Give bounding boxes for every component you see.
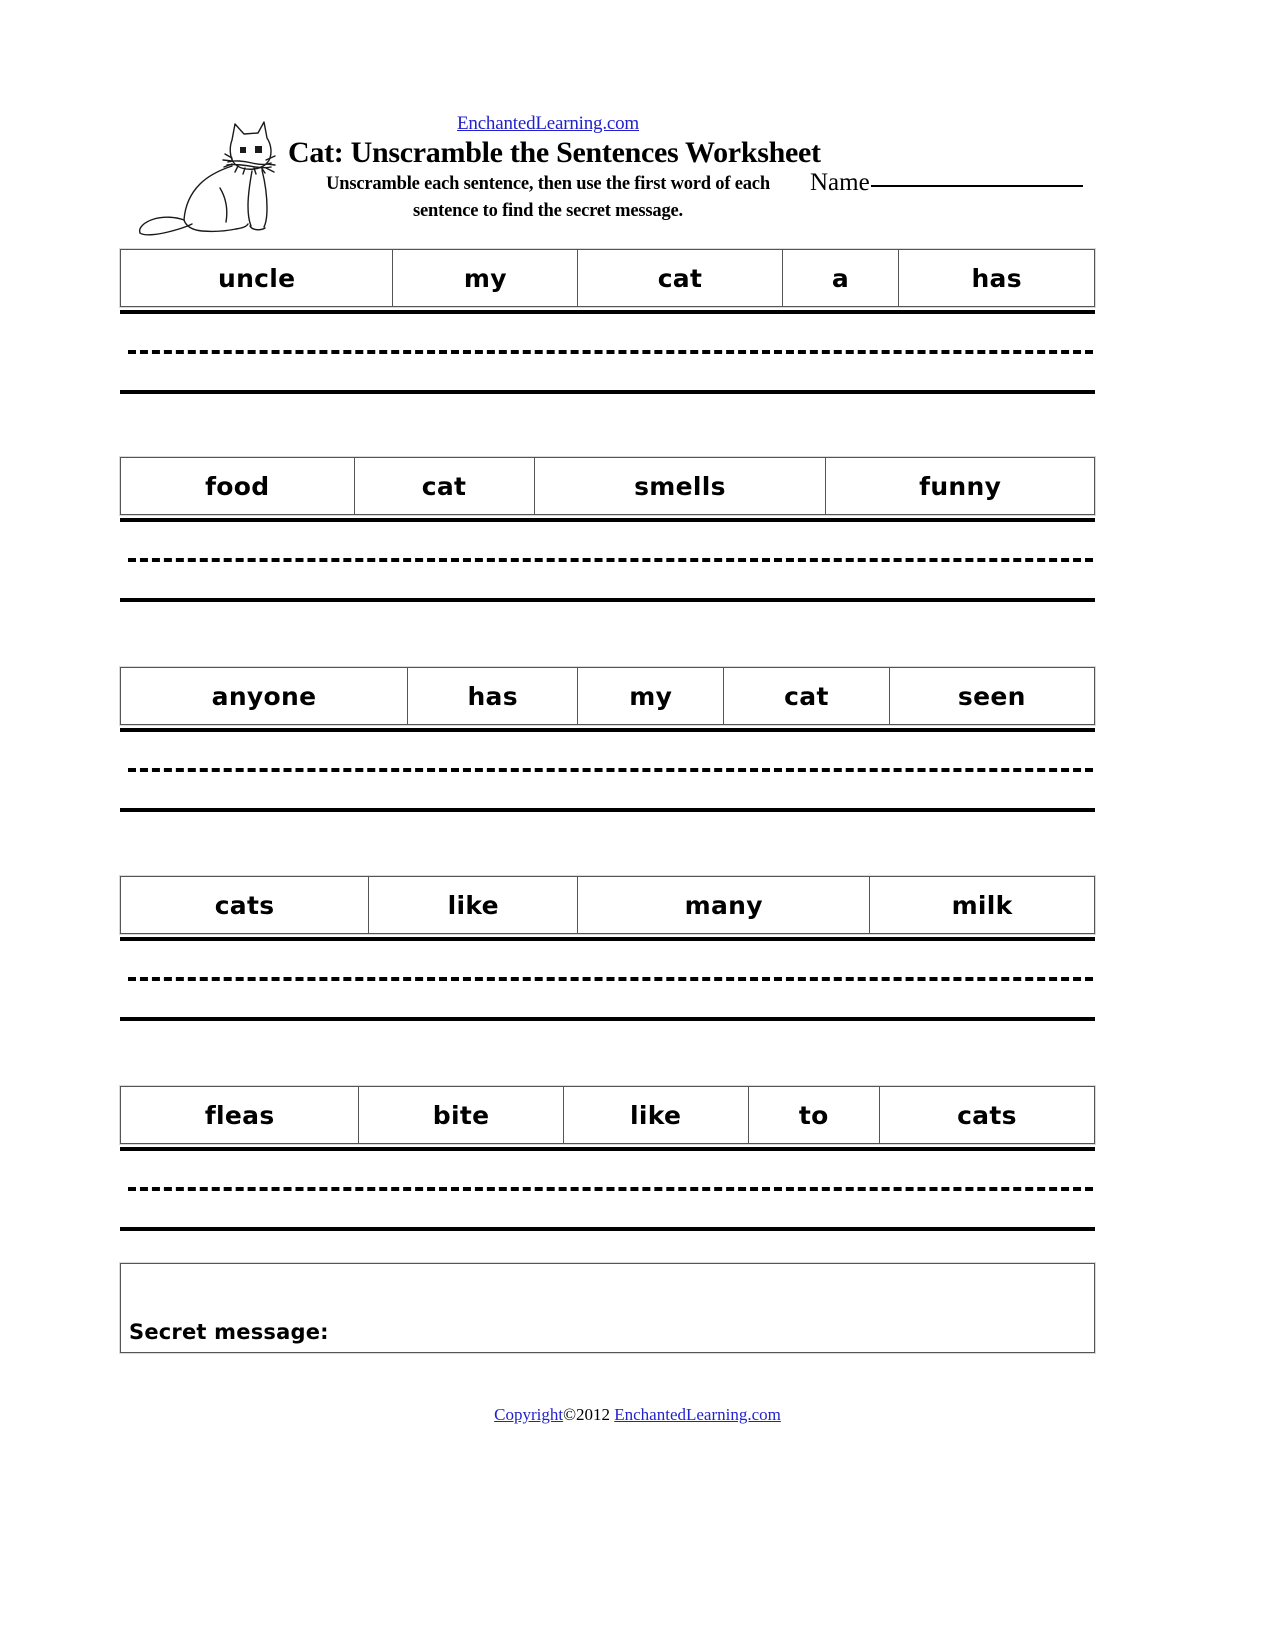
word-cell[interactable]: a [783, 250, 900, 306]
word-cell[interactable]: anyone [121, 668, 408, 724]
instructions-line-2: sentence to find the secret message. [413, 201, 683, 221]
word-cell[interactable]: cats [957, 1100, 1017, 1130]
word-cell[interactable]: food [121, 458, 355, 514]
writing-line-top [120, 728, 1095, 732]
scramble-row-2 [120, 457, 1095, 515]
writing-line-mid-dashed [128, 350, 1093, 354]
writing-line-top [120, 1147, 1095, 1151]
writing-line-mid-dashed [128, 558, 1093, 562]
scramble-row-3 [120, 667, 1095, 725]
word-cell[interactable]: funny [919, 471, 1002, 501]
writing-lines-1[interactable] [120, 310, 1095, 394]
word-cell[interactable]: seen [957, 681, 1026, 711]
writing-line-top [120, 518, 1095, 522]
secret-message-box[interactable] [120, 1263, 1095, 1353]
writing-line-mid-dashed [128, 977, 1093, 981]
worksheet-header [120, 112, 1095, 240]
word-cell[interactable]: cat [578, 250, 782, 306]
page-title: Cat: Unscramble the Sentences Worksheet [288, 136, 821, 169]
scramble-row-4 [120, 876, 1095, 934]
site-link[interactable]: EnchantedLearning.com [456, 113, 640, 134]
word-cell[interactable]: cat [724, 668, 889, 724]
instructions-line-1: Unscramble each sentence, then use the first word of each [326, 174, 770, 194]
word-cell[interactable]: my [578, 668, 724, 724]
title-block [288, 112, 821, 224]
word-cell[interactable]: like [369, 877, 578, 933]
word-cell[interactable]: many [578, 877, 870, 933]
word-cell[interactable]: has [408, 668, 578, 724]
writing-lines-5[interactable] [120, 1147, 1095, 1231]
word-cell[interactable]: cats [121, 877, 369, 933]
name-label: Name [810, 169, 870, 196]
scramble-row-5 [120, 1086, 1095, 1144]
word-cell[interactable]: fleas [121, 1087, 359, 1143]
writing-line-bottom [120, 598, 1095, 602]
writing-lines-4[interactable] [120, 937, 1095, 1021]
word-cell[interactable]: to [749, 1087, 880, 1143]
word-cell[interactable]: smells [535, 458, 827, 514]
writing-line-bottom [120, 808, 1095, 812]
name-field-group [810, 169, 1100, 197]
word-cell[interactable]: has [971, 263, 1022, 293]
word-cell[interactable]: bite [359, 1087, 563, 1143]
word-cell[interactable]: like [564, 1087, 749, 1143]
copyright-year: ©2012 [563, 1405, 610, 1424]
writing-line-top [120, 937, 1095, 941]
footer [0, 1405, 1275, 1425]
writing-line-top [120, 310, 1095, 314]
word-cell[interactable]: cat [355, 458, 535, 514]
writing-lines-3[interactable] [120, 728, 1095, 812]
writing-line-bottom [120, 1227, 1095, 1231]
writing-line-bottom [120, 390, 1095, 394]
writing-line-mid-dashed [128, 1187, 1093, 1191]
writing-line-mid-dashed [128, 768, 1093, 772]
word-cell[interactable]: milk [951, 890, 1013, 920]
writing-line-bottom [120, 1017, 1095, 1021]
copyright-link[interactable]: Copyright [494, 1405, 564, 1424]
name-input-rule[interactable] [871, 184, 1083, 187]
footer-site-link[interactable]: EnchantedLearning.com [614, 1405, 781, 1424]
word-cell[interactable]: uncle [121, 250, 393, 306]
writing-lines-2[interactable] [120, 518, 1095, 602]
secret-message-label: Secret message: [129, 1320, 329, 1344]
word-cell[interactable]: my [393, 250, 578, 306]
cat-icon [128, 116, 278, 236]
scramble-row-1 [120, 249, 1095, 307]
